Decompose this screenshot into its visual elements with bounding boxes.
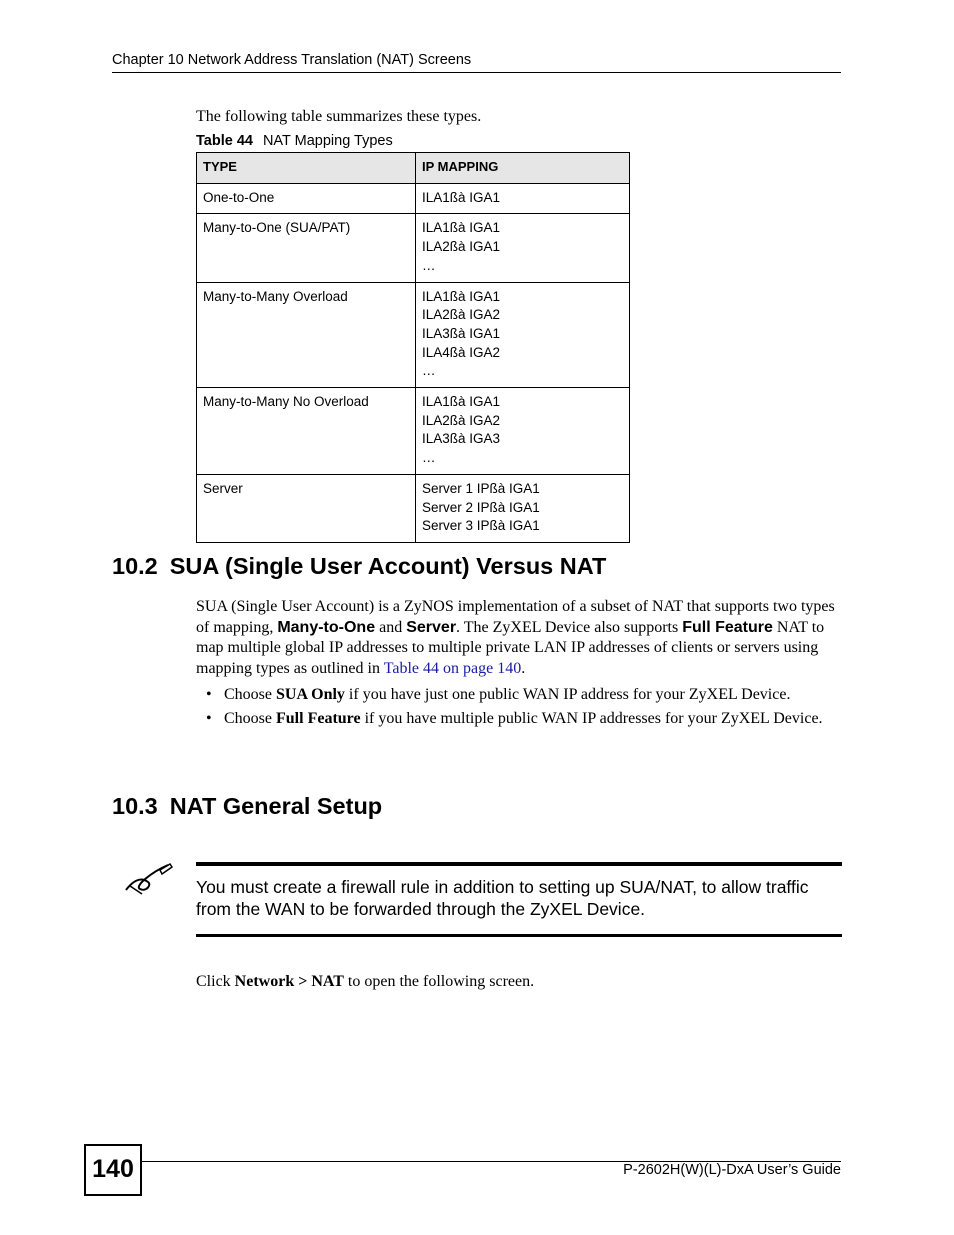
mapping-line: ILA2ßà IGA1 [422, 239, 501, 255]
bullet-icon: • [206, 709, 212, 727]
mapping-line: ILA3ßà IGA3 [422, 431, 501, 447]
table-header-row [197, 153, 630, 184]
mapping-line: ILA4ßà IGA2 [422, 344, 501, 360]
chapter-title: Chapter 10 Network Address Translation (NAT) Screens [112, 52, 472, 68]
mapping-line: … [422, 257, 436, 273]
bold-term: Many-to-One [277, 618, 376, 636]
pencil-note-icon [122, 862, 174, 898]
list-item [196, 685, 846, 706]
page-header [112, 52, 841, 73]
text-run: NAT to map multiple global IP addresses to multiple private LAN IP addresses of clients or servers using mapping types as outlined in [196, 618, 825, 677]
nat-mapping-table [196, 152, 630, 543]
note-text: You must create a firewall rule in addition to setting up SUA/NAT, to allow traffic from the WAN to be forwarded through the ZyXEL Device. [196, 877, 809, 919]
text-run: . The ZyXEL Device also supports [456, 618, 683, 636]
section-number: 10.2 [112, 553, 158, 579]
guide-title: P-2602H(W)(L)-DxA User’s Guide [623, 1162, 841, 1178]
type-cell: Server [197, 474, 416, 542]
mapping-line: … [422, 363, 436, 379]
text-run: and [375, 618, 407, 636]
section-title: NAT General Setup [169, 793, 383, 819]
menu-path: Network > NAT [234, 973, 344, 990]
mapping-line: ILA1ßà IGA1 [422, 189, 501, 205]
section-heading-general [112, 793, 382, 820]
text-run: if you have multiple public WAN IP addresses for your ZyXEL Device. [360, 709, 823, 727]
section-number: 10.3 [112, 793, 158, 819]
table-row [197, 282, 630, 388]
note-bottom-rule [196, 934, 842, 937]
text-run: to open the following screen. [343, 973, 535, 990]
text-run: Click [196, 973, 235, 990]
option-bullet-list [196, 685, 846, 732]
mapping-line: ILA2ßà IGA2 [422, 307, 501, 323]
mapping-cell [416, 214, 630, 282]
type-cell: Many-to-Many No Overload [197, 388, 416, 475]
table-row [197, 183, 630, 214]
sua-paragraph [196, 597, 846, 679]
click-instruction [196, 973, 534, 991]
bullet-icon: • [206, 686, 212, 703]
mapping-cell [416, 183, 630, 214]
table-caption-label: Table 44 [196, 133, 253, 149]
table-caption [196, 133, 393, 149]
table-reference-link[interactable]: Table 44 on page 140 [383, 659, 522, 677]
list-item [196, 709, 846, 730]
text-run: Choose [224, 686, 276, 703]
mapping-line: ILA2ßà IGA2 [422, 412, 501, 428]
bold-term: SUA Only [276, 686, 345, 703]
type-cell: One-to-One [197, 183, 416, 214]
mapping-line: Server 1 IPßà IGA1 [422, 480, 540, 496]
page-number: 140 [84, 1144, 142, 1196]
table-row [197, 388, 630, 475]
header-type: TYPE [197, 153, 416, 184]
text-run: . [521, 659, 526, 677]
table-caption-title: NAT Mapping Types [262, 133, 393, 149]
section-title: SUA (Single User Account) Versus NAT [169, 553, 607, 579]
mapping-line: Server 3 IPßà IGA1 [422, 518, 540, 534]
mapping-line: ILA1ßà IGA1 [422, 220, 501, 236]
text-run: if you have just one public WAN IP address for your ZyXEL Device. [344, 686, 791, 703]
table-row [197, 474, 630, 542]
bold-term: Full Feature [276, 709, 361, 727]
type-cell: Many-to-Many Overload [197, 282, 416, 388]
section-heading-sua [112, 553, 606, 580]
intro-text: The following table summarizes these types. [196, 108, 482, 125]
mapping-line: Server 2 IPßà IGA1 [422, 499, 540, 515]
table-row [197, 214, 630, 282]
mapping-line: … [422, 450, 436, 466]
mapping-cell [416, 388, 630, 475]
mapping-cell [416, 474, 630, 542]
bold-term: Server [406, 618, 457, 636]
header-ip-mapping: IP MAPPING [416, 153, 630, 184]
bold-term: Full Feature [682, 618, 773, 636]
text-run: SUA (Single User Account) is a ZyNOS implementation of a subset of NAT that supports two types of mapping, [196, 598, 835, 636]
mapping-cell [416, 282, 630, 388]
mapping-line: ILA1ßà IGA1 [422, 394, 501, 410]
mapping-line: ILA3ßà IGA1 [422, 325, 501, 341]
mapping-line: ILA1ßà IGA1 [422, 288, 501, 304]
text-run: Choose [224, 709, 276, 727]
note-top-rule [196, 862, 842, 866]
type-cell: Many-to-One (SUA/PAT) [197, 214, 416, 282]
